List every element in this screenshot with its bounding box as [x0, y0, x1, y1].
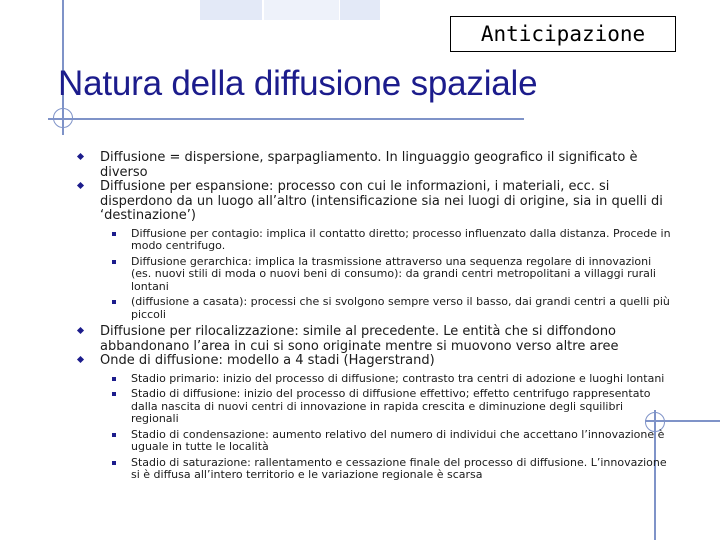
- square-bullet-icon: [112, 461, 116, 465]
- bullet-text: Diffusione per espansione: processo con cui le informazioni, i materiali, ecc. si disperdono da un luogo all’altro (intensificazione sia nei luogi di origine, sia in quelli di ‘destinazione’): [100, 179, 663, 223]
- sub-bullet-text: Diffusione gerarchica: implica la trasmissione attraverso una sequenza regolare di innovazioni (es. nuovi stili di moda o nuovi beni di consumo): da grandi centri metropolitani a villaggi rurali lontani: [131, 254, 656, 293]
- square-bullet-icon: [112, 260, 116, 264]
- sub-bullet-item: [76, 256, 674, 294]
- sub-bullet-text: Diffusione per contagio: implica il contatto diretto; processo influenzato dalla distanza. Procede in modo centrifugo.: [131, 226, 671, 252]
- sub-bullet-text: Stadio di condensazione: aumento relativo del numero di individui che accettano l’innovazione è uguale in tutte le località: [131, 427, 665, 453]
- sub-bullet-item: [76, 373, 674, 386]
- bullet-item: [76, 180, 674, 224]
- square-bullet-icon: [112, 377, 116, 381]
- diamond-bullet-icon: [77, 182, 84, 189]
- slide-title: Natura della diffusione spaziale: [58, 64, 538, 103]
- diamond-bullet-icon: [77, 327, 84, 334]
- decor-circle: [53, 108, 73, 128]
- sub-bullet-item: [76, 457, 674, 482]
- slide-content: [76, 151, 674, 486]
- decor-line: [48, 118, 524, 120]
- sub-bullet-item: [76, 296, 674, 321]
- sub-bullet-item: [76, 388, 674, 426]
- sub-bullet-text: (diffusione a casata): processi che si svolgono sempre verso il basso, dai grandi centri a quelli più piccoli: [131, 295, 670, 321]
- section-tag: Anticipazione: [450, 16, 676, 52]
- bullet-text: Onde di diffusione: modello a 4 stadi (Hagerstrand): [100, 353, 435, 368]
- sub-bullet-text: Stadio di diffusione: inizio del processo di diffusione effettivo; effetto centrifugo rappresentato dalla nascita di nuovi centri di innovazione in rapida crescita e diminuzione degli squilibri regionali: [131, 387, 651, 425]
- sub-bullet-text: Stadio primario: inizio del processo di diffusione; contrasto tra centri di adozione e luoghi lontani: [131, 371, 665, 385]
- bullet-item: [76, 325, 674, 354]
- decor-square: [200, 0, 262, 20]
- bullet-text: Diffusione per rilocalizzazione: simile al precedente. Le entità che si diffondono abbandonano l’area in cui si sono originate mentre si muovono verso altre aree: [100, 324, 619, 354]
- bullet-item: [76, 354, 674, 369]
- sub-bullet-list: [76, 228, 674, 322]
- sub-bullet-list: [76, 373, 674, 482]
- sub-bullet-item: [76, 228, 674, 253]
- square-bullet-icon: [112, 232, 116, 236]
- square-bullet-icon: [112, 433, 116, 437]
- decor-square: [264, 0, 339, 20]
- square-bullet-icon: [112, 392, 116, 396]
- square-bullet-icon: [112, 300, 116, 304]
- sub-bullet-text: Stadio di saturazione: rallentamento e cessazione finale del processo di diffusione. L’innovazione si è diffusa all’intero territorio e le variazione regionale è scarsa: [131, 455, 667, 481]
- sub-bullet-item: [76, 429, 674, 454]
- bullet-item: [76, 151, 674, 180]
- diamond-bullet-icon: [77, 153, 84, 160]
- decor-square: [340, 0, 380, 20]
- diamond-bullet-icon: [77, 356, 84, 363]
- bullet-text: Diffusione = dispersione, sparpagliamento. In linguaggio geografico il significato è diverso: [100, 150, 638, 180]
